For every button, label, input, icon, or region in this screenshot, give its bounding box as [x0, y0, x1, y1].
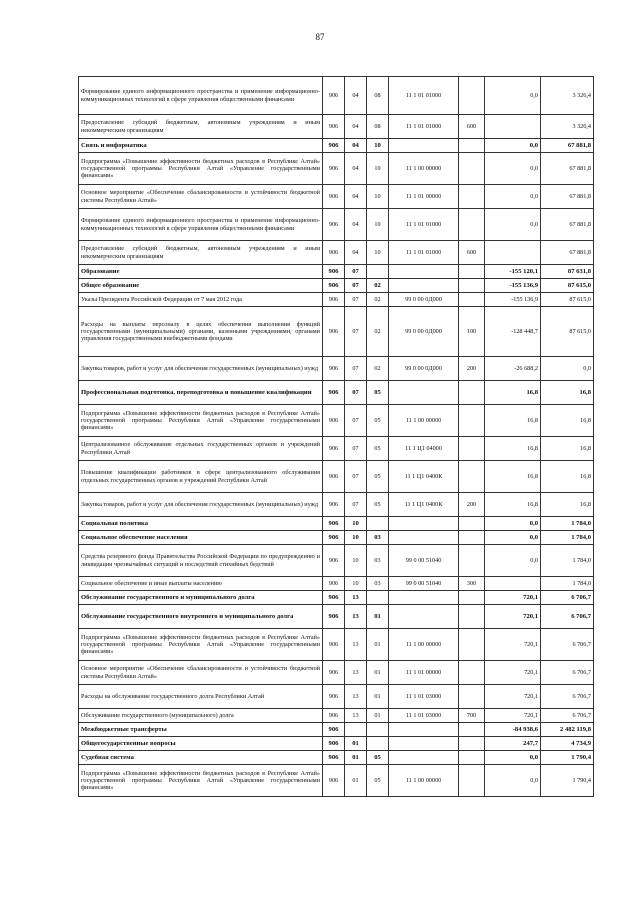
row-subsection-code: 05 — [367, 751, 389, 765]
row-expense-type — [459, 381, 485, 405]
table-row — [79, 629, 594, 661]
row-target-code: 99 0 00 0Д000 — [389, 357, 459, 381]
row-change-amount: 16,8 — [485, 437, 541, 461]
row-change-amount: 0,0 — [485, 751, 541, 765]
row-change-amount: 0,0 — [485, 185, 541, 209]
row-target-code — [389, 139, 459, 153]
table-row — [79, 709, 594, 723]
row-description: Обслуживание государственного внутреннего и муниципального долга — [79, 605, 323, 629]
row-ministry-code: 906 — [323, 629, 345, 661]
row-section-code: 13 — [345, 709, 367, 723]
row-subsection-code — [367, 723, 389, 737]
row-section-code: 13 — [345, 629, 367, 661]
row-subsection-code: 02 — [367, 279, 389, 293]
row-total-amount: 67 881,8 — [541, 241, 594, 265]
row-ministry-code: 906 — [323, 545, 345, 577]
row-target-code — [389, 737, 459, 751]
table-row — [79, 437, 594, 461]
row-change-amount: 0,0 — [485, 153, 541, 185]
row-ministry-code: 906 — [323, 723, 345, 737]
row-subsection-code: 05 — [367, 381, 389, 405]
row-description: Предоставление субсидий бюджетным, автономным учреждениям и иным некоммерческим организациям — [79, 115, 323, 139]
row-total-amount: 6 706,7 — [541, 709, 594, 723]
row-target-code: 11 1 01 03000 — [389, 709, 459, 723]
row-subsection-code — [367, 591, 389, 605]
row-change-amount: 0,0 — [485, 545, 541, 577]
row-subsection-code: 10 — [367, 139, 389, 153]
row-description: Предоставление субсидий бюджетным, автономным учреждениям и иным некоммерческим организациям — [79, 241, 323, 265]
row-description: Образование — [79, 265, 323, 279]
row-subsection-code: 01 — [367, 661, 389, 685]
row-section-code: 07 — [345, 307, 367, 357]
row-expense-type — [459, 265, 485, 279]
row-change-amount — [485, 115, 541, 139]
row-section-code: 13 — [345, 685, 367, 709]
row-subsection-code: 05 — [367, 765, 389, 797]
row-section-code: 07 — [345, 461, 367, 493]
row-section-code: 07 — [345, 357, 367, 381]
table-row — [79, 765, 594, 797]
row-target-code: 11 1 01 01000 — [389, 115, 459, 139]
row-ministry-code: 906 — [323, 77, 345, 115]
row-target-code: 11 1 00 00000 — [389, 765, 459, 797]
row-description: Судебная система — [79, 751, 323, 765]
row-total-amount: 67 881,8 — [541, 139, 594, 153]
row-section-code: 01 — [345, 751, 367, 765]
row-section-code: 10 — [345, 531, 367, 545]
row-description: Обслуживание государственного и муниципального долга — [79, 591, 323, 605]
row-change-amount: 16,8 — [485, 405, 541, 437]
table-row — [79, 265, 594, 279]
row-total-amount: 1 790,4 — [541, 765, 594, 797]
row-target-code: 99 0 00 0Д000 — [389, 307, 459, 357]
row-target-code — [389, 381, 459, 405]
row-change-amount: 16,8 — [485, 493, 541, 517]
row-section-code: 01 — [345, 737, 367, 751]
row-change-amount: 720,1 — [485, 605, 541, 629]
row-target-code — [389, 723, 459, 737]
row-description: Общее образование — [79, 279, 323, 293]
row-section-code: 04 — [345, 209, 367, 241]
table-row — [79, 209, 594, 241]
row-change-amount: 247,7 — [485, 737, 541, 751]
row-expense-type — [459, 751, 485, 765]
row-target-code — [389, 591, 459, 605]
row-total-amount: 87 631,8 — [541, 265, 594, 279]
row-subsection-code: 02 — [367, 293, 389, 307]
row-total-amount: 87 615,0 — [541, 293, 594, 307]
row-change-amount: 0,0 — [485, 517, 541, 531]
row-target-code: 11 1 Ц1 0400К — [389, 493, 459, 517]
row-target-code — [389, 751, 459, 765]
row-change-amount: 0,0 — [485, 765, 541, 797]
row-target-code: 11 1 01 00000 — [389, 185, 459, 209]
row-ministry-code: 906 — [323, 531, 345, 545]
row-subsection-code: 03 — [367, 545, 389, 577]
table-row — [79, 591, 594, 605]
row-total-amount: 6 706,7 — [541, 591, 594, 605]
row-section-code: 04 — [345, 153, 367, 185]
row-description: Основное мероприятие «Обеспечение сбалансированности и устойчивости бюджетной системы Республики Алтай» — [79, 185, 323, 209]
row-description: Межбюджетные трансферты — [79, 723, 323, 737]
row-subsection-code: 02 — [367, 307, 389, 357]
row-expense-type: 300 — [459, 577, 485, 591]
row-ministry-code: 906 — [323, 209, 345, 241]
row-total-amount: 4 734,9 — [541, 737, 594, 751]
row-subsection-code: 01 — [367, 629, 389, 661]
row-change-amount: 720,1 — [485, 629, 541, 661]
row-change-amount: 0,0 — [485, 531, 541, 545]
page-number: 87 — [315, 32, 325, 42]
row-ministry-code: 906 — [323, 405, 345, 437]
row-ministry-code: 906 — [323, 605, 345, 629]
row-subsection-code: 05 — [367, 405, 389, 437]
row-section-code: 07 — [345, 265, 367, 279]
table-row — [79, 531, 594, 545]
table-row — [79, 381, 594, 405]
row-expense-type — [459, 405, 485, 437]
row-ministry-code: 906 — [323, 517, 345, 531]
row-target-code: 11 1 01 01000 — [389, 209, 459, 241]
row-ministry-code: 906 — [323, 293, 345, 307]
row-total-amount: 1 784,0 — [541, 545, 594, 577]
row-ministry-code: 906 — [323, 381, 345, 405]
row-ministry-code: 906 — [323, 765, 345, 797]
row-ministry-code: 906 — [323, 591, 345, 605]
row-total-amount: 87 615,0 — [541, 307, 594, 357]
row-target-code: 11 1 00 00000 — [389, 629, 459, 661]
row-subsection-code: 10 — [367, 185, 389, 209]
row-ministry-code: 906 — [323, 115, 345, 139]
table-row — [79, 577, 594, 591]
row-expense-type — [459, 293, 485, 307]
row-description: Подпрограмма «Повышение эффективности бюджетных расходов в Республике Алтай» государственной программы Республики Алтай «Управление государственными финансами» — [79, 765, 323, 797]
budget-table — [78, 76, 594, 797]
row-expense-type — [459, 461, 485, 493]
row-target-code: 99 0 00 0Д000 — [389, 293, 459, 307]
row-section-code: 04 — [345, 115, 367, 139]
row-target-code: 11 1 Ц1 0400К — [389, 461, 459, 493]
row-ministry-code: 906 — [323, 493, 345, 517]
row-change-amount: 16,8 — [485, 461, 541, 493]
row-subsection-code: 08 — [367, 115, 389, 139]
row-subsection-code: 08 — [367, 77, 389, 115]
row-section-code: 10 — [345, 545, 367, 577]
row-target-code: 11 1 01 01000 — [389, 241, 459, 265]
row-subsection-code: 10 — [367, 153, 389, 185]
row-subsection-code: 05 — [367, 461, 389, 493]
row-target-code: 11 1 01 01000 — [389, 77, 459, 115]
row-expense-type — [459, 437, 485, 461]
row-ministry-code: 906 — [323, 307, 345, 357]
table-row — [79, 493, 594, 517]
row-target-code: 99 0 00 51040 — [389, 577, 459, 591]
table-row — [79, 545, 594, 577]
row-total-amount: 2 482 119,8 — [541, 723, 594, 737]
row-target-code — [389, 279, 459, 293]
row-subsection-code: 10 — [367, 241, 389, 265]
row-total-amount: 16,8 — [541, 461, 594, 493]
row-subsection-code: 01 — [367, 685, 389, 709]
row-section-code: 07 — [345, 405, 367, 437]
table-row — [79, 307, 594, 357]
row-description: Социальное обеспечение и иные выплаты населению — [79, 577, 323, 591]
row-change-amount: 0,0 — [485, 77, 541, 115]
row-expense-type — [459, 185, 485, 209]
row-expense-type — [459, 629, 485, 661]
row-section-code: 04 — [345, 139, 367, 153]
table-row — [79, 737, 594, 751]
row-description: Централизованное обслуживание отдельных государственных органов и учреждений Республики Алтай — [79, 437, 323, 461]
row-description: Закупка товаров, работ и услуг для обеспечения государственных (муниципальных) нужд — [79, 493, 323, 517]
row-section-code: 10 — [345, 577, 367, 591]
row-target-code: 11 1 01 00000 — [389, 661, 459, 685]
row-change-amount — [485, 577, 541, 591]
row-section-code: 01 — [345, 765, 367, 797]
row-expense-type — [459, 77, 485, 115]
row-change-amount: 0,0 — [485, 139, 541, 153]
row-change-amount: -155 136,9 — [485, 279, 541, 293]
table-row — [79, 139, 594, 153]
row-change-amount: 16,8 — [485, 381, 541, 405]
table-row — [79, 115, 594, 139]
table-row — [79, 357, 594, 381]
row-subsection-code: 10 — [367, 209, 389, 241]
row-expense-type — [459, 661, 485, 685]
row-description: Социальная политика — [79, 517, 323, 531]
row-ministry-code: 906 — [323, 461, 345, 493]
row-target-code: 11 1 01 03000 — [389, 685, 459, 709]
row-target-code — [389, 531, 459, 545]
row-ministry-code: 906 — [323, 185, 345, 209]
row-total-amount: 16,8 — [541, 437, 594, 461]
row-total-amount: 67 881,8 — [541, 185, 594, 209]
row-change-amount: 720,1 — [485, 685, 541, 709]
row-section-code: 07 — [345, 493, 367, 517]
row-description: Указы Президента Российской Федерации от 7 мая 2012 года — [79, 293, 323, 307]
row-total-amount: 1 784,0 — [541, 531, 594, 545]
row-target-code: 11 1 00 00000 — [389, 405, 459, 437]
row-change-amount — [485, 241, 541, 265]
row-total-amount: 16,8 — [541, 405, 594, 437]
table-row — [79, 661, 594, 685]
row-ministry-code: 906 — [323, 751, 345, 765]
row-total-amount: 6 706,7 — [541, 685, 594, 709]
row-total-amount: 67 881,8 — [541, 153, 594, 185]
table-row — [79, 153, 594, 185]
row-expense-type: 100 — [459, 307, 485, 357]
row-total-amount: 16,8 — [541, 381, 594, 405]
row-section-code — [345, 723, 367, 737]
table-row — [79, 293, 594, 307]
row-expense-type — [459, 153, 485, 185]
row-subsection-code: 05 — [367, 493, 389, 517]
row-description: Социальное обеспечение населения — [79, 531, 323, 545]
row-description: Расходы на выплаты персоналу в целях обеспечения выполнения функций государственными (муниципальными) органами, казенными учреждениями, органами управления государственными внебюджетными фондами — [79, 307, 323, 357]
row-expense-type: 200 — [459, 493, 485, 517]
row-target-code — [389, 605, 459, 629]
row-change-amount: 720,1 — [485, 591, 541, 605]
row-section-code: 07 — [345, 293, 367, 307]
row-description: Подпрограмма «Повышение эффективности бюджетных расходов в Республике Алтай» государственной программы Республики Алтай «Управление государственными финансами» — [79, 405, 323, 437]
row-ministry-code: 906 — [323, 437, 345, 461]
row-ministry-code: 906 — [323, 279, 345, 293]
row-description: Формирование единого информационного пространства и применение информационно-коммуникационных технологий в сфере управления общественными финансами — [79, 209, 323, 241]
row-expense-type: 200 — [459, 357, 485, 381]
row-expense-type — [459, 531, 485, 545]
row-section-code: 07 — [345, 381, 367, 405]
row-ministry-code: 906 — [323, 737, 345, 751]
row-expense-type — [459, 209, 485, 241]
table-row — [79, 405, 594, 437]
row-section-code: 04 — [345, 185, 367, 209]
row-ministry-code: 906 — [323, 139, 345, 153]
row-section-code: 10 — [345, 517, 367, 531]
table-row — [79, 461, 594, 493]
row-ministry-code: 906 — [323, 241, 345, 265]
row-subsection-code: 03 — [367, 531, 389, 545]
row-subsection-code: 01 — [367, 709, 389, 723]
row-ministry-code: 906 — [323, 577, 345, 591]
table-row — [79, 241, 594, 265]
row-change-amount: -155 136,9 — [485, 293, 541, 307]
row-expense-type — [459, 591, 485, 605]
row-ministry-code: 906 — [323, 661, 345, 685]
row-expense-type — [459, 737, 485, 751]
row-target-code — [389, 265, 459, 279]
row-target-code — [389, 517, 459, 531]
row-total-amount: 0,0 — [541, 357, 594, 381]
row-description: Основное мероприятие «Обеспечение сбалансированности и устойчивости бюджетной системы Республики Алтай» — [79, 661, 323, 685]
table-row — [79, 77, 594, 115]
row-section-code: 07 — [345, 437, 367, 461]
row-change-amount: -84 938,6 — [485, 723, 541, 737]
row-target-code: 11 1 Ц1 04000 — [389, 437, 459, 461]
row-subsection-code: 02 — [367, 357, 389, 381]
row-total-amount: 6 706,7 — [541, 605, 594, 629]
row-ministry-code: 906 — [323, 153, 345, 185]
row-change-amount: 720,1 — [485, 709, 541, 723]
row-expense-type — [459, 517, 485, 531]
row-description: Средства резервного фонда Правительства Российской Федерации по предупреждению и ликвидации чрезвычайных ситуаций и последствий стихийных бедствий — [79, 545, 323, 577]
row-total-amount: 1 790,4 — [541, 751, 594, 765]
row-description: Связь и информатика — [79, 139, 323, 153]
row-change-amount: 720,1 — [485, 661, 541, 685]
row-section-code: 13 — [345, 591, 367, 605]
row-section-code: 04 — [345, 241, 367, 265]
row-section-code: 13 — [345, 605, 367, 629]
row-expense-type: 600 — [459, 115, 485, 139]
row-total-amount: 6 706,7 — [541, 661, 594, 685]
table-row — [79, 185, 594, 209]
row-subsection-code — [367, 517, 389, 531]
row-subsection-code: 01 — [367, 605, 389, 629]
row-total-amount: 1 784,0 — [541, 577, 594, 591]
table-row — [79, 751, 594, 765]
row-expense-type — [459, 279, 485, 293]
row-expense-type: 600 — [459, 241, 485, 265]
table-row — [79, 685, 594, 709]
row-description: Формирование единого информационного пространства и применение информационно-коммуникационных технологий в сфере управления общественными финансами — [79, 77, 323, 115]
row-section-code: 13 — [345, 661, 367, 685]
row-subsection-code: 03 — [367, 577, 389, 591]
row-ministry-code: 906 — [323, 709, 345, 723]
row-change-amount: -26 688,2 — [485, 357, 541, 381]
row-total-amount: 87 615,0 — [541, 279, 594, 293]
row-description: Обслуживание государственного (муниципального) долга — [79, 709, 323, 723]
row-subsection-code — [367, 265, 389, 279]
table-row — [79, 517, 594, 531]
row-description: Повышение квалификации работников в сфере централизованного обслуживания отдельных государственных органов и учреждений Республики Алтай — [79, 461, 323, 493]
row-expense-type — [459, 605, 485, 629]
row-expense-type — [459, 765, 485, 797]
row-ministry-code: 906 — [323, 357, 345, 381]
row-change-amount: -155 120,1 — [485, 265, 541, 279]
row-total-amount: 3 326,4 — [541, 115, 594, 139]
table-row — [79, 605, 594, 629]
row-target-code: 99 0 00 51040 — [389, 545, 459, 577]
table-row — [79, 723, 594, 737]
row-description: Закупка товаров, работ и услуг для обеспечения государственных (муниципальных) нужд — [79, 357, 323, 381]
table-row — [79, 279, 594, 293]
row-description: Подпрограмма «Повышение эффективности бюджетных расходов в Республике Алтай» государственной программы Республики Алтай «Управление государственными финансами» — [79, 153, 323, 185]
row-description: Расходы на обслуживание государственного долга Республики Алтай — [79, 685, 323, 709]
row-ministry-code: 906 — [323, 685, 345, 709]
row-subsection-code — [367, 737, 389, 751]
row-section-code: 07 — [345, 279, 367, 293]
row-change-amount: -128 448,7 — [485, 307, 541, 357]
row-ministry-code: 906 — [323, 265, 345, 279]
row-expense-type — [459, 685, 485, 709]
row-expense-type — [459, 545, 485, 577]
row-expense-type: 700 — [459, 709, 485, 723]
row-subsection-code: 05 — [367, 437, 389, 461]
row-change-amount: 0,0 — [485, 209, 541, 241]
row-description: Профессиональная подготовка, переподготовка и повышение квалификации — [79, 381, 323, 405]
row-total-amount: 16,8 — [541, 493, 594, 517]
row-total-amount: 6 706,7 — [541, 629, 594, 661]
row-expense-type — [459, 723, 485, 737]
row-total-amount: 67 881,8 — [541, 209, 594, 241]
row-section-code: 04 — [345, 77, 367, 115]
row-total-amount: 1 784,0 — [541, 517, 594, 531]
row-target-code: 11 1 00 00000 — [389, 153, 459, 185]
row-total-amount: 3 326,4 — [541, 77, 594, 115]
row-expense-type — [459, 139, 485, 153]
row-description: Подпрограмма «Повышение эффективности бюджетных расходов в Республике Алтай» государственной программы Республики Алтай «Управление государственными финансами» — [79, 629, 323, 661]
row-description: Общегосударственные вопросы — [79, 737, 323, 751]
